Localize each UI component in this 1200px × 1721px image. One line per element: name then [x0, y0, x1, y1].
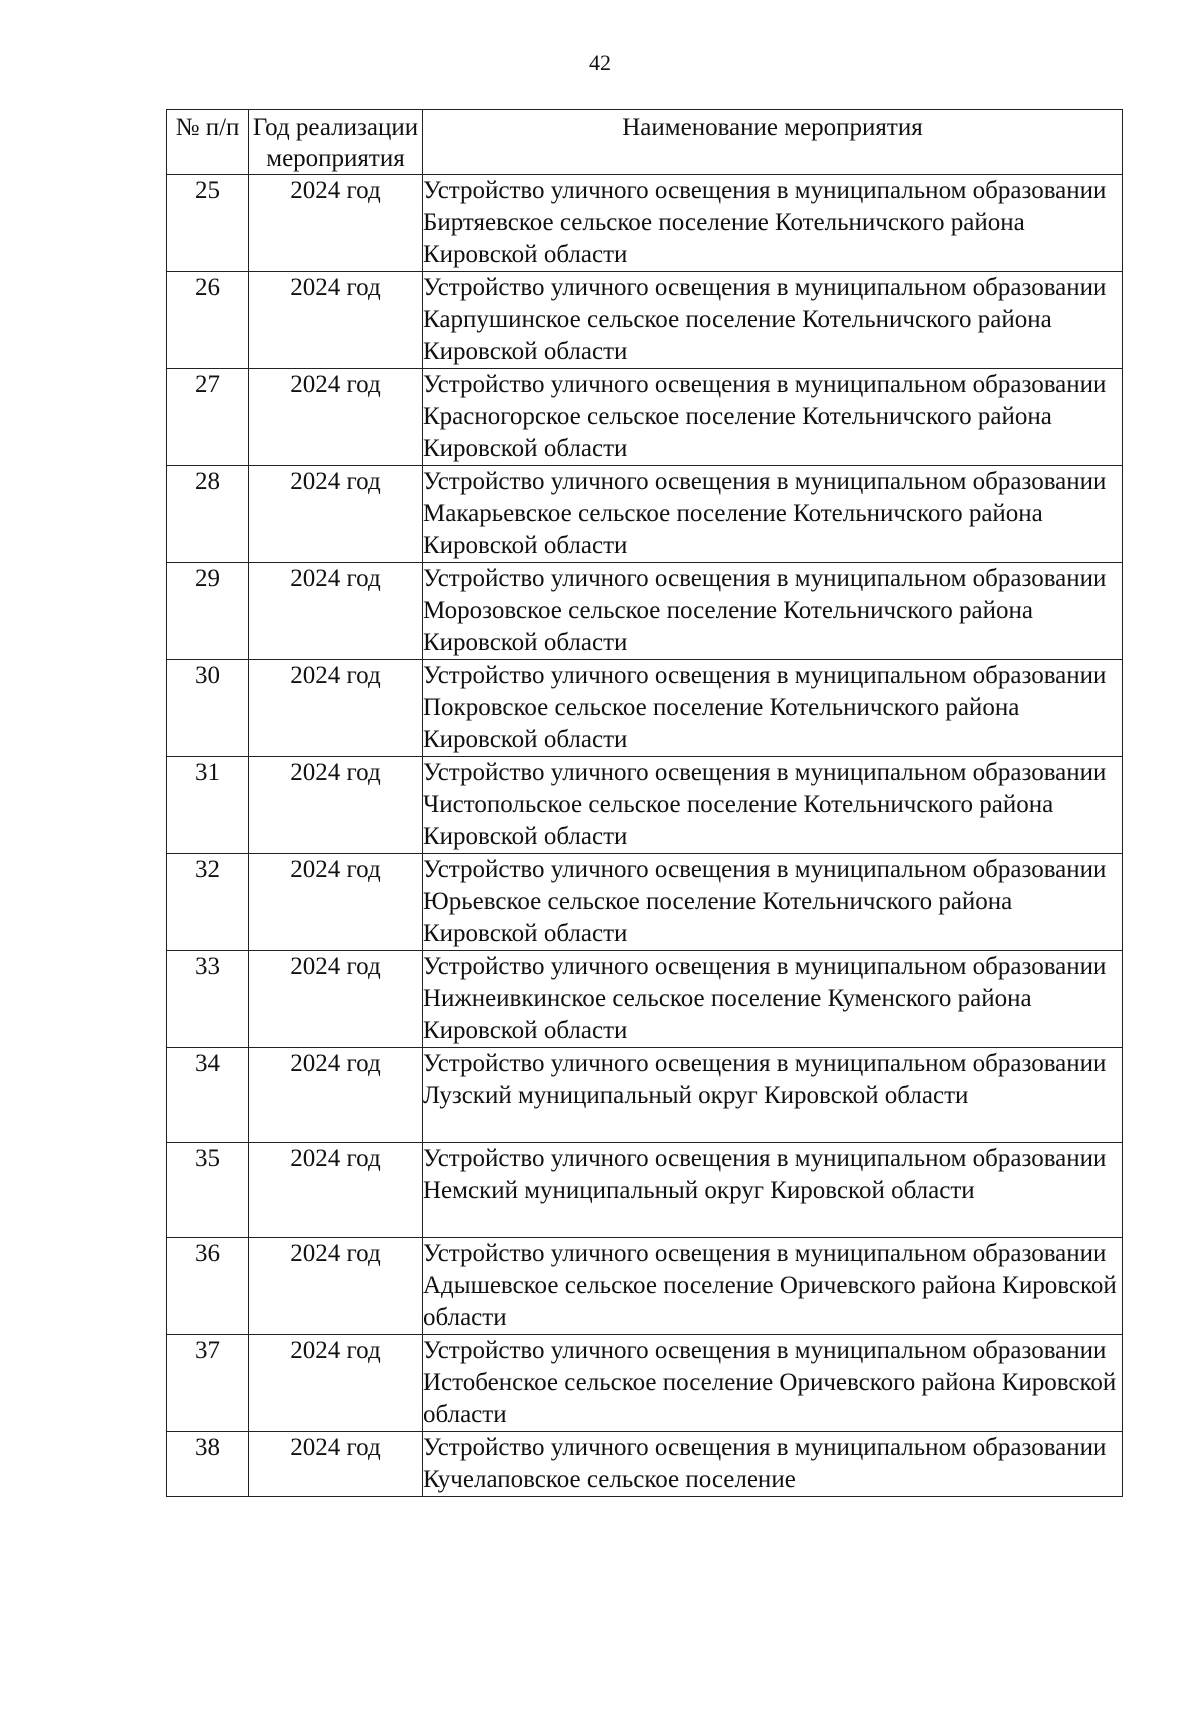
header-number: № п/п: [167, 110, 249, 175]
row-number: 26: [167, 272, 249, 369]
table-row: [167, 660, 1123, 757]
row-year: 2024 год: [249, 1048, 423, 1143]
table-row: [167, 175, 1123, 272]
row-event-name: Устройство уличного освещения в муниципальном образовании Карпушинское сельское поселение Котельничского района Кировской области: [423, 272, 1123, 369]
row-year: 2024 год: [249, 757, 423, 854]
header-year: Год реализации мероприятия: [249, 110, 423, 175]
row-event-name: Устройство уличного освещения в муниципальном образовании Покровское сельское поселение Котельничского района Кировской области: [423, 660, 1123, 757]
row-year: 2024 год: [249, 175, 423, 272]
table-row: [167, 1048, 1123, 1143]
page-number: 42: [589, 50, 611, 75]
row-year: 2024 год: [249, 1335, 423, 1432]
row-number: 27: [167, 369, 249, 466]
row-year: 2024 год: [249, 660, 423, 757]
row-event-name: Устройство уличного освещения в муниципальном образовании Чистопольское сельское поселение Котельничского района Кировской области: [423, 757, 1123, 854]
row-event-name: Устройство уличного освещения в муниципальном образовании Юрьевское сельское поселение Котельничского района Кировской области: [423, 854, 1123, 951]
row-event-name: Устройство уличного освещения в муниципальном образовании Морозовское сельское поселение Котельничского района Кировской области: [423, 563, 1123, 660]
row-year: 2024 год: [249, 563, 423, 660]
row-event-name: Устройство уличного освещения в муниципальном образовании Биртяевское сельское поселение Котельничского района Кировской области: [423, 175, 1123, 272]
header-event-name: Наименование мероприятия: [423, 110, 1123, 175]
table-row: [167, 466, 1123, 563]
row-number: 36: [167, 1238, 249, 1335]
row-number: 35: [167, 1143, 249, 1238]
row-event-name: Устройство уличного освещения в муниципальном образовании Макарьевское сельское поселение Котельничского района Кировской области: [423, 466, 1123, 563]
table-row: [167, 272, 1123, 369]
table-row: [167, 757, 1123, 854]
row-event-name: Устройство уличного освещения в муниципальном образовании Немский муниципальный округ Кировской области: [423, 1143, 1123, 1238]
table-row: [167, 1432, 1123, 1497]
table-row: [167, 1143, 1123, 1238]
table-row: [167, 1335, 1123, 1432]
table-row: [167, 1238, 1123, 1335]
row-event-name: Устройство уличного освещения в муниципальном образовании Нижнеивкинское сельское поселение Куменского района Кировской области: [423, 951, 1123, 1048]
row-event-name: Устройство уличного освещения в муниципальном образовании Кучелаповское сельское поселение: [423, 1432, 1123, 1497]
row-year: 2024 год: [249, 1238, 423, 1335]
row-year: 2024 год: [249, 951, 423, 1048]
row-year: 2024 год: [249, 466, 423, 563]
row-event-name: Устройство уличного освещения в муниципальном образовании Истобенское сельское поселение Оричевского района Кировской области: [423, 1335, 1123, 1432]
row-number: 30: [167, 660, 249, 757]
row-event-name: Устройство уличного освещения в муниципальном образовании Красногорское сельское поселение Котельничского района Кировской области: [423, 369, 1123, 466]
row-year: 2024 год: [249, 369, 423, 466]
row-number: 29: [167, 563, 249, 660]
row-number: 33: [167, 951, 249, 1048]
table-row: [167, 951, 1123, 1048]
table-row: [167, 369, 1123, 466]
row-number: 28: [167, 466, 249, 563]
row-number: 25: [167, 175, 249, 272]
table-row: [167, 854, 1123, 951]
events-table: [166, 109, 1123, 1497]
row-number: 37: [167, 1335, 249, 1432]
row-year: 2024 год: [249, 1143, 423, 1238]
row-year: 2024 год: [249, 854, 423, 951]
row-event-name: Устройство уличного освещения в муниципальном образовании Лузский муниципальный округ Кировской области: [423, 1048, 1123, 1143]
row-number: 34: [167, 1048, 249, 1143]
row-number: 31: [167, 757, 249, 854]
table-header-row: [167, 110, 1123, 175]
row-event-name: Устройство уличного освещения в муниципальном образовании Адышевское сельское поселение Оричевского района Кировской области: [423, 1238, 1123, 1335]
table-row: [167, 563, 1123, 660]
row-year: 2024 год: [249, 272, 423, 369]
row-year: 2024 год: [249, 1432, 423, 1497]
row-number: 32: [167, 854, 249, 951]
row-number: 38: [167, 1432, 249, 1497]
